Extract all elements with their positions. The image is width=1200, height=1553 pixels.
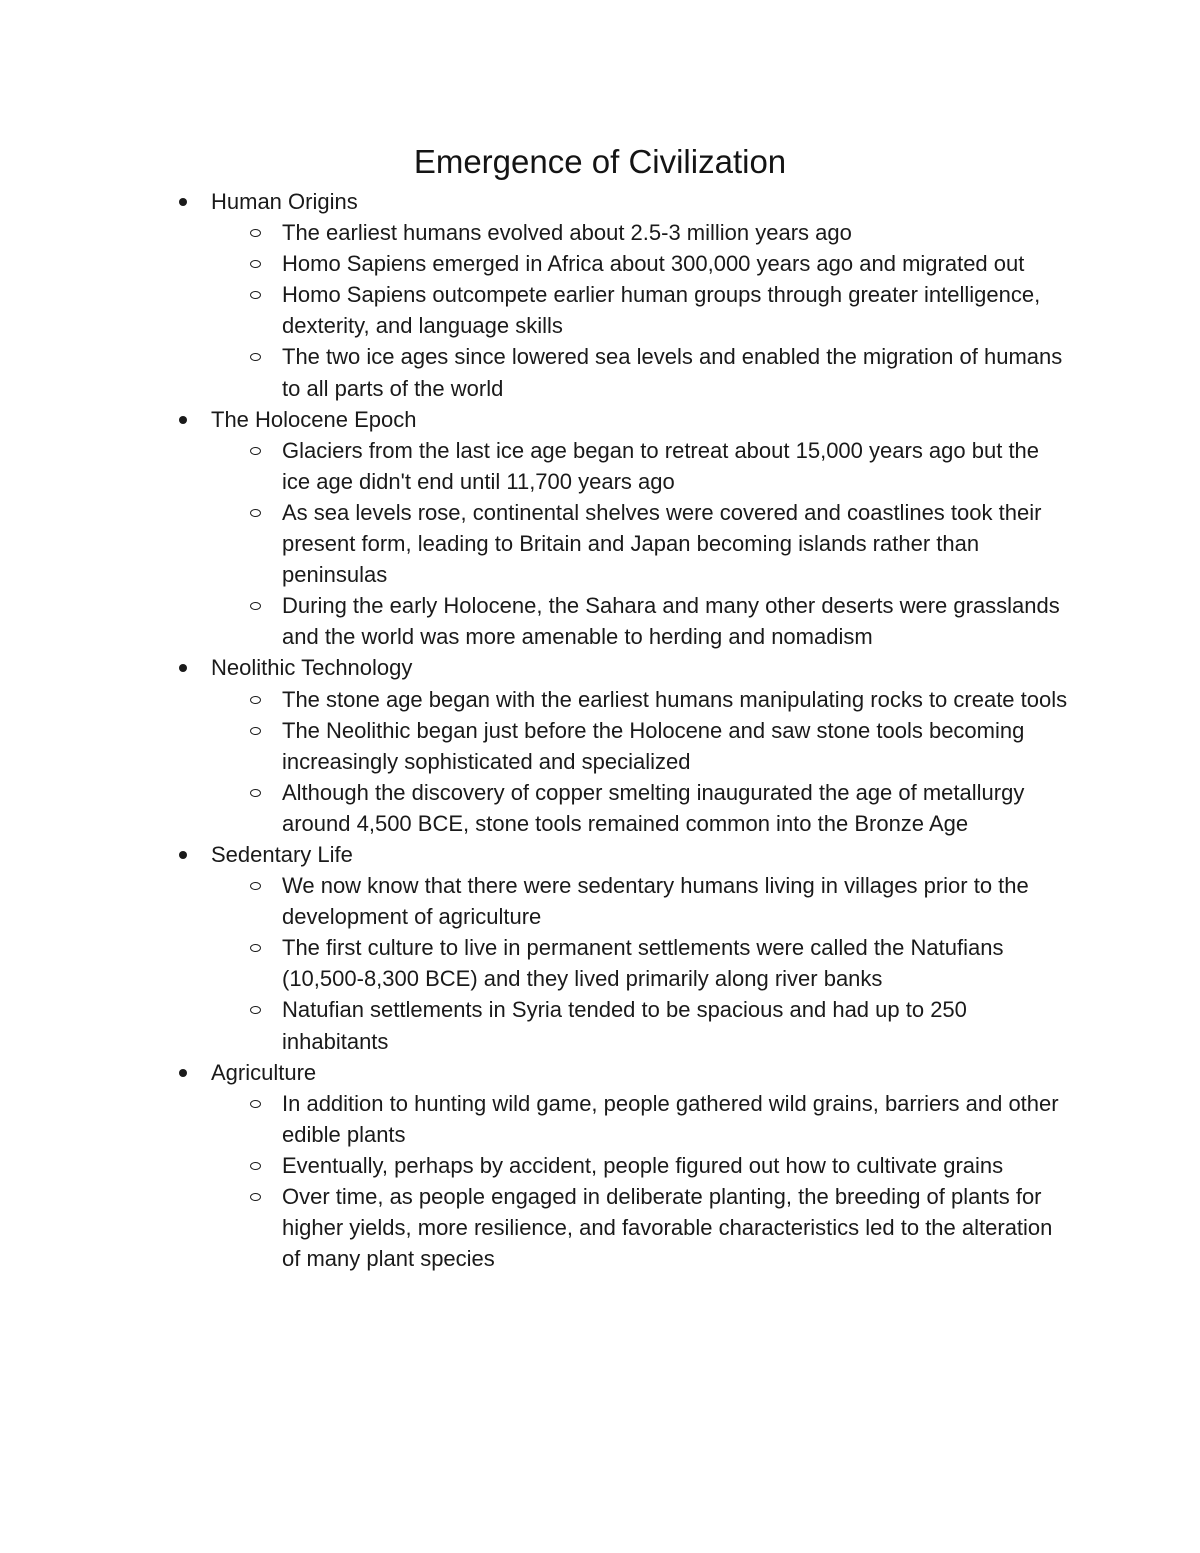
hollow-bullet-icon	[250, 727, 261, 735]
sub-point	[282, 341, 1072, 403]
sub-point-list	[211, 217, 1071, 404]
hollow-bullet-icon	[250, 1162, 261, 1170]
sub-point	[282, 715, 1072, 777]
sub-point-list	[211, 684, 1071, 839]
sub-point-list	[211, 1088, 1071, 1275]
filled-bullet-icon	[179, 416, 187, 424]
topic-heading: Human Origins	[211, 189, 358, 214]
hollow-bullet-icon	[250, 1006, 261, 1014]
sub-point	[282, 932, 1072, 994]
sub-point-list	[211, 435, 1071, 653]
topic-heading: The Holocene Epoch	[211, 406, 417, 432]
sub-point-text: Over time, as people engaged in deliberate planting, the breeding of plants for higher yields, more resilience, and favorable characteristics led to the alteration of many plant species	[282, 1184, 1053, 1272]
hollow-bullet-icon	[250, 1193, 261, 1201]
hollow-bullet-icon	[250, 353, 261, 361]
hollow-bullet-icon	[250, 696, 261, 704]
sub-point-text: The two ice ages since lowered sea levels and enabled the migration of humans to all parts of the world	[282, 344, 1063, 401]
outline-topic	[0, 652, 1071, 839]
sub-point	[282, 777, 1072, 839]
sub-point	[282, 1181, 1072, 1274]
sub-point-text: Glaciers from the last ice age began to retreat about 15,000 years ago but the ice age didn't end until 11,700 years ago	[282, 437, 1040, 494]
sub-point	[282, 248, 1072, 279]
hollow-bullet-icon	[250, 260, 261, 268]
outline-topic	[0, 404, 1071, 653]
hollow-bullet-icon	[250, 291, 261, 299]
topic-heading: Agriculture	[211, 1059, 317, 1085]
hollow-bullet-icon	[250, 944, 261, 952]
filled-bullet-icon	[179, 198, 187, 206]
sub-point	[282, 435, 1072, 497]
outline-topic	[0, 1057, 1071, 1275]
sub-point-text: As sea levels rose, continental shelves were covered and coastlines took their present form, leading to Britain and Japan becoming islands rather than peninsulas	[282, 499, 1042, 588]
hollow-bullet-icon	[250, 882, 261, 890]
sub-point	[282, 870, 1072, 932]
hollow-bullet-icon	[250, 509, 261, 517]
sub-point-text: Homo Sapiens outcompete earlier human groups through greater intelligence, dexterity, and language skills	[282, 282, 1041, 339]
document-title: Emergence of Civilization	[413, 143, 787, 180]
filled-bullet-icon	[179, 664, 187, 672]
sub-point-text: Although the discovery of copper smelting inaugurated the age of metallurgy around 4,500 BCE, stone tools remained common into the Bronze Age	[282, 779, 1025, 836]
hollow-bullet-icon	[250, 1100, 261, 1108]
filled-bullet-icon	[179, 1069, 187, 1077]
sub-point-text: Eventually, perhaps by accident, people figured out how to cultivate grains	[282, 1152, 1004, 1178]
sub-point-text: The earliest humans evolved about 2.5-3 million years ago	[282, 220, 852, 246]
sub-point-text: In addition to hunting wild game, people gathered wild grains, barriers and other edible plants	[282, 1090, 1059, 1147]
filled-bullet-icon	[179, 851, 187, 859]
sub-point-text: During the early Holocene, the Sahara and many other deserts were grasslands and the world was more amenable to herding and nomadism	[282, 593, 1060, 650]
sub-point-text: Natufian settlements in Syria tended to be spacious and had up to 250 inhabitants	[282, 997, 967, 1054]
sub-point	[282, 684, 1072, 715]
sub-point-text: We now know that there were sedentary humans living in villages prior to the development of agriculture	[282, 873, 1029, 930]
topic-heading: Neolithic Technology	[211, 655, 413, 681]
outline-topic	[0, 839, 1071, 1057]
hollow-bullet-icon	[250, 447, 261, 455]
sub-point-list	[211, 870, 1071, 1057]
sub-point-text: Homo Sapiens emerged in Africa about 300,000 years ago and migrated out	[282, 251, 1025, 277]
sub-point	[282, 994, 1072, 1056]
sub-point-text: The Neolithic began just before the Holocene and saw stone tools becoming increasingly sophisticated and specialized	[282, 717, 1025, 774]
hollow-bullet-icon	[250, 229, 261, 237]
sub-point	[282, 497, 1072, 590]
outline-list	[0, 186, 1200, 1274]
sub-point	[282, 217, 1072, 248]
topic-heading: Sedentary Life	[211, 841, 353, 867]
sub-point	[282, 1150, 1072, 1181]
sub-point	[282, 279, 1072, 341]
sub-point-text: The first culture to live in permanent settlements were called the Natufians (10,500-8,300 BCE) and they lived primarily along river banks	[282, 935, 1004, 992]
outline-topic	[0, 186, 1071, 404]
hollow-bullet-icon	[250, 789, 261, 797]
sub-point	[282, 590, 1072, 652]
hollow-bullet-icon	[250, 602, 261, 610]
sub-point	[282, 1088, 1072, 1150]
sub-point-text: The stone age began with the earliest humans manipulating rocks to create tools	[282, 686, 1068, 712]
